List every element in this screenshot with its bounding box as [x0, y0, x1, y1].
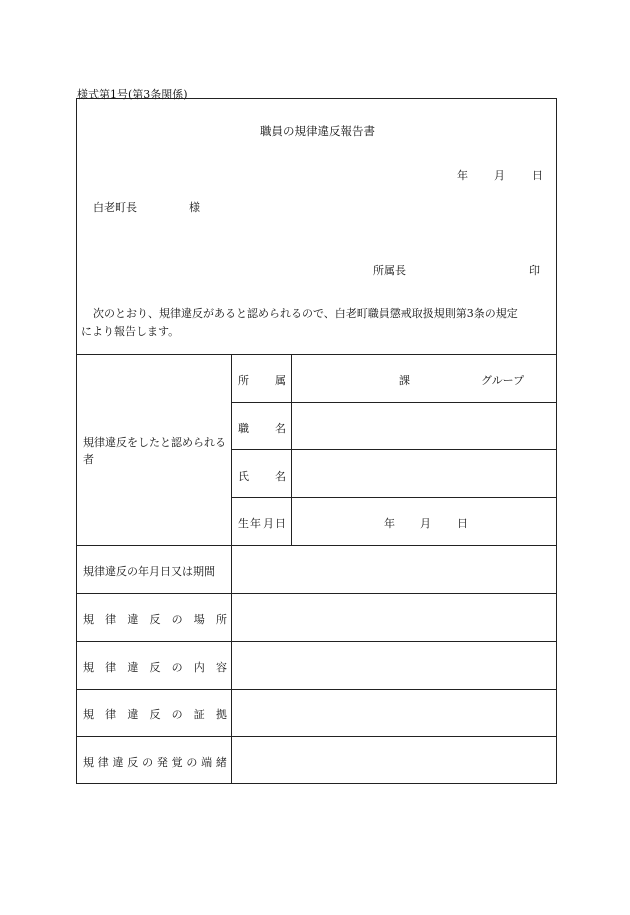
- field-position-k1: 職: [238, 422, 249, 435]
- row-divider: [77, 641, 556, 642]
- seal-mark: 印: [529, 264, 540, 277]
- dept-ka-label: 課: [399, 374, 410, 387]
- body-text-line-1: 次のとおり、規律違反があると認められるので、白老町職員懲戒取扱規則第3条の規定: [93, 307, 518, 320]
- field-birth-k4: 日: [275, 517, 286, 530]
- field-dept-k1: 所: [238, 374, 249, 387]
- reporter-title: 所属長: [373, 264, 406, 277]
- birth-year-label: 年: [384, 517, 395, 530]
- row-divider: [231, 402, 556, 403]
- row-divider: [231, 449, 556, 450]
- field-birth-k1: 生: [238, 517, 249, 530]
- row-divider: [231, 497, 556, 498]
- birth-day-label: 日: [457, 517, 468, 530]
- violator-label: 規律違反をしたと認められる者: [83, 436, 226, 466]
- row-divider: [77, 689, 556, 690]
- addressee: 白老町長: [93, 201, 137, 214]
- datetime-label: 規律違反の年月日又は期間: [83, 565, 215, 578]
- field-name-k2: 名: [275, 470, 286, 483]
- row-divider: [77, 593, 556, 594]
- birth-month-label: 月: [420, 517, 431, 530]
- form-caption: 様式第1号(第3条関係): [77, 88, 188, 101]
- content-label: 規 律 違 反 の 内 容: [83, 661, 227, 674]
- honorific: 様: [189, 201, 200, 214]
- row-divider: [77, 545, 556, 546]
- field-position-k2: 名: [275, 422, 286, 435]
- date-day-label: 日: [532, 169, 543, 182]
- date-month-label: 月: [494, 169, 505, 182]
- dept-group-label: グループ: [481, 374, 525, 387]
- row-divider: [77, 736, 556, 737]
- place-label: 規 律 違 反 の 場 所: [83, 613, 227, 626]
- date-year-label: 年: [457, 169, 468, 182]
- evidence-label: 規 律 違 反 の 証 拠: [83, 708, 227, 721]
- body-text-line-2: により報告します。: [81, 325, 180, 338]
- field-birth-k3: 月: [263, 517, 274, 530]
- document-title: 職員の規律違反報告書: [260, 124, 375, 138]
- report-form: [76, 98, 557, 784]
- label-column-divider: [231, 354, 232, 783]
- origin-label: 規 律 違 反 の 発 覚 の 端 緒: [83, 756, 227, 769]
- section-divider: [77, 354, 556, 355]
- field-dept-k2: 属: [275, 374, 286, 387]
- field-birth-k2: 年: [250, 517, 261, 530]
- field-name-k1: 氏: [238, 470, 249, 483]
